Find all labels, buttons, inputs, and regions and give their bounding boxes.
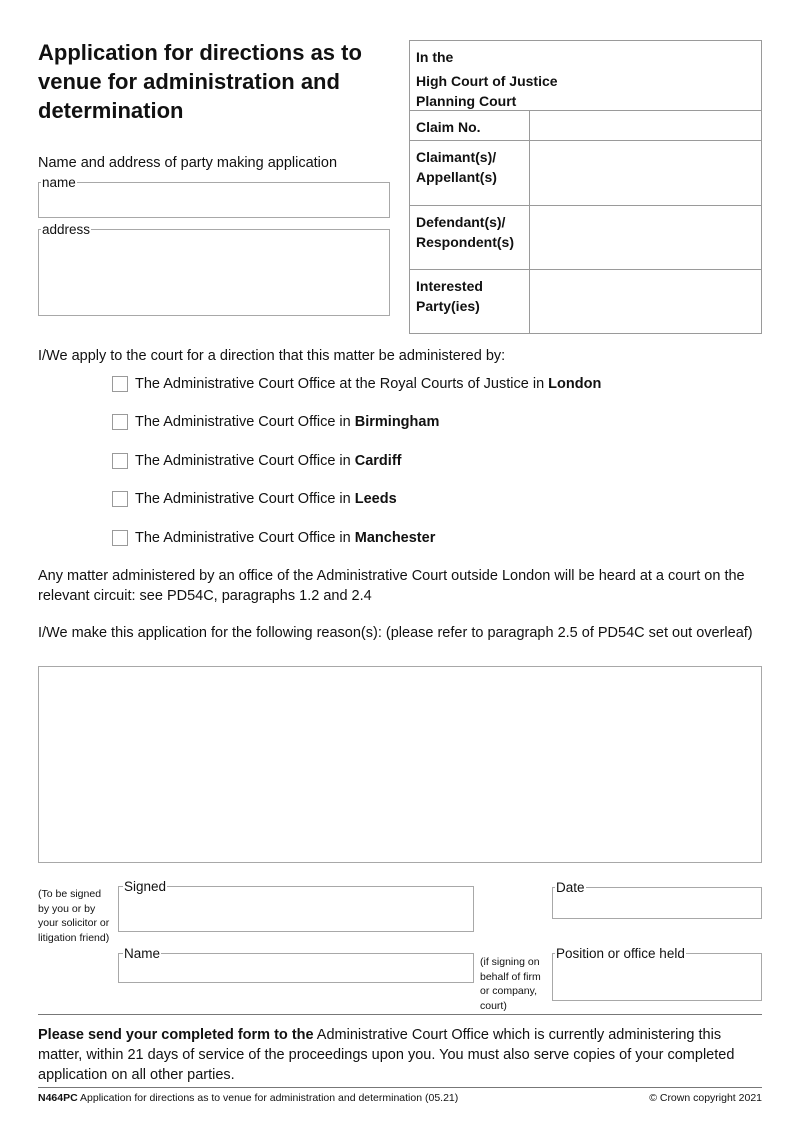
option-manchester-place: Manchester: [354, 530, 436, 546]
footer-form-id: [38, 1091, 598, 1105]
party-name-legend: name: [42, 175, 76, 190]
court-name-line2: Planning Court: [416, 93, 517, 109]
claimant-field[interactable]: [530, 141, 761, 205]
footer-code: N464PC: [38, 1092, 78, 1104]
date-field[interactable]: [552, 880, 762, 919]
defendant-field[interactable]: [530, 206, 761, 269]
outside-london-note: Any matter administered by an office of the Administrative Court outside London will be heard at a court on the relevant circuit: see PD54C, paragraphs 1.2 and 2.4: [38, 568, 745, 604]
position-field[interactable]: [552, 946, 762, 1001]
signed-legend: Signed: [124, 879, 167, 894]
option-london-text: The Administrative Court Office at the Royal Courts of Justice in: [135, 376, 549, 392]
option-manchester[interactable]: [112, 528, 435, 548]
in-the-label: In the: [416, 49, 454, 65]
name-legend: Name: [124, 946, 161, 961]
option-cardiff-text: The Administrative Court Office in: [135, 453, 355, 469]
claimant-row: [410, 141, 761, 206]
court-details-table: [409, 40, 762, 334]
defendant-row: [410, 206, 761, 270]
option-cardiff-place: Cardiff: [354, 453, 402, 469]
divider-top: [38, 1014, 762, 1015]
claimant-label: Claimant(s)/ Appellant(s): [410, 141, 530, 205]
behalf-note: (if signing on behalf of firm or company, court): [480, 956, 541, 1012]
option-leeds[interactable]: [112, 489, 397, 509]
claim-no-label: Claim No.: [410, 111, 530, 140]
footer-copyright: © Crown copyright 2021: [649, 1092, 762, 1104]
divider-bottom: [38, 1087, 762, 1088]
party-address-legend: address: [42, 222, 91, 237]
option-london[interactable]: [112, 374, 601, 394]
party-address-field[interactable]: [38, 222, 390, 316]
option-birmingham-text: The Administrative Court Office in: [135, 414, 355, 430]
signature-note: (To be signed by you or by your solicitor or litigation friend): [38, 888, 110, 944]
reason-field[interactable]: [38, 666, 762, 863]
option-manchester-text: The Administrative Court Office in: [135, 530, 355, 546]
option-leeds-place: Leeds: [354, 491, 397, 507]
option-birmingham-place: Birmingham: [354, 414, 440, 430]
signed-field[interactable]: [118, 879, 474, 932]
apply-intro: I/We apply to the court for a direction that this matter be administered by:: [38, 348, 506, 364]
checkbox-leeds[interactable]: [112, 491, 128, 507]
option-birmingham[interactable]: [112, 412, 439, 432]
claim-no-field[interactable]: [530, 111, 761, 140]
position-legend: Position or office held: [556, 946, 685, 961]
option-cardiff[interactable]: [112, 451, 401, 471]
send-bold: Please send your completed form to the: [38, 1027, 314, 1043]
reason-intro: I/We make this application for the following reason(s): (please refer to paragraph 2.5 of PD54C set out overleaf): [38, 625, 753, 641]
party-name-field[interactable]: [38, 175, 390, 218]
claim-no-row: [410, 111, 761, 141]
interested-party-label: Interested Party(ies): [410, 270, 530, 333]
send-rest: Administrative Court Office which is currently administering this matter, within 21 days of service of the proceedings upon you. You must also serve copies of your completed application on all other parties.: [38, 1027, 735, 1083]
checkbox-birmingham[interactable]: [112, 414, 128, 430]
party-heading: Name and address of party making application: [38, 155, 338, 171]
option-leeds-text: The Administrative Court Office in: [135, 491, 355, 507]
option-london-place: London: [548, 376, 602, 392]
send-instructions: [38, 1025, 763, 1085]
form-title: Application for directions as to venue for administration and determination: [38, 40, 362, 123]
interested-party-field[interactable]: [530, 270, 761, 333]
court-name-line1: High Court of Justice: [416, 73, 558, 89]
footer-desc: Application for directions as to venue for administration and determination (05.21): [77, 1092, 459, 1104]
court-header-row: [410, 41, 761, 111]
interested-party-row: [410, 270, 761, 333]
checkbox-cardiff[interactable]: [112, 453, 128, 469]
checkbox-london[interactable]: [112, 376, 128, 392]
defendant-label: Defendant(s)/ Respondent(s): [410, 206, 530, 269]
date-legend: Date: [556, 880, 585, 895]
checkbox-manchester[interactable]: [112, 530, 128, 546]
name-field[interactable]: [118, 946, 474, 983]
